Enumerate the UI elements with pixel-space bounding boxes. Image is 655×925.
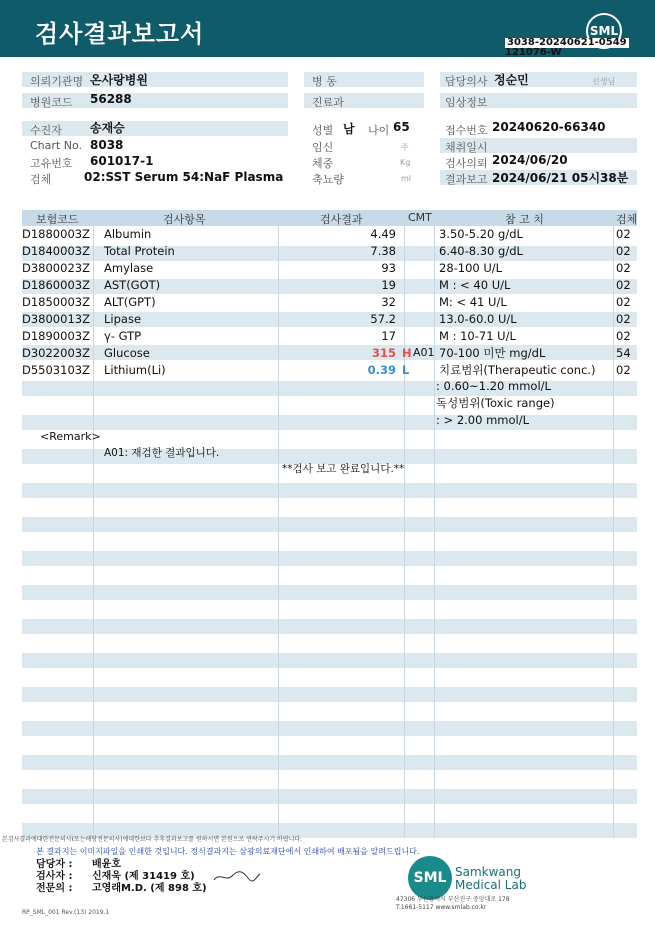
column-divider: [434, 210, 435, 838]
cell-name: Total Protein: [104, 244, 175, 258]
cell-result: 93: [381, 261, 396, 275]
cell-code: D5503103Z: [22, 363, 90, 377]
cell-spec: 02: [616, 278, 631, 292]
cell-ref: 70-100 미만 mg/dL: [439, 346, 546, 360]
company-name-1: Samkwang: [455, 865, 521, 879]
id-value: 601017-1: [90, 154, 154, 168]
weight-label: 체중: [312, 157, 334, 170]
cell-name: Glucose: [104, 346, 150, 360]
column-divider: [278, 210, 279, 838]
cell-ref: M : < 40 U/L: [439, 278, 511, 292]
signature-image: [212, 866, 262, 886]
receipt-value: 20240620-66340: [492, 120, 606, 134]
sml-logo: SML: [586, 13, 622, 49]
company-name-2: Medical Lab: [455, 878, 527, 892]
cell-name: γ- GTP: [104, 329, 142, 343]
row-stripe: [22, 619, 637, 634]
examiner-value: 신재욱 (제 31419 호): [92, 871, 195, 882]
patient-value: 송재승: [90, 121, 125, 135]
cell-code: D1860003Z: [22, 278, 90, 292]
cell-name: Albumin: [104, 227, 152, 241]
company-logo: SML: [408, 856, 452, 900]
col-header-code: 보험코드: [36, 213, 79, 226]
clinical-label: 임상정보: [445, 96, 488, 109]
row-stripe: [22, 415, 637, 430]
cell-name: Lipase: [104, 312, 142, 326]
cell-name: Lithium(Li): [104, 363, 166, 377]
ref-extra: : > 2.00 mmol/L: [436, 413, 529, 427]
ref-extra: : 0.60~1.20 mmol/L: [436, 379, 551, 393]
examiner-label: 검사자 :: [36, 871, 73, 882]
collect-label: 채취일시: [445, 141, 488, 154]
ward-label: 병 동: [312, 75, 337, 88]
request-value: 2024/06/20: [492, 153, 568, 167]
footer-note: 본 결과지는 이미지파일을 인쇄한 것입니다. 정식결과지는 삼광의료재단에서 인쇄하여 배포됨을 알려드립니다.: [36, 847, 420, 856]
cell-ref: M : 10-71 U/L: [439, 329, 516, 343]
reporter-label: 담당자 :: [36, 859, 73, 870]
reporter-value: 배윤호: [92, 859, 121, 870]
urine-unit: ml: [401, 174, 412, 183]
doctor-value: 정순민: [494, 73, 529, 87]
cell-spec: 02: [616, 312, 631, 326]
company-address: 47306 부산광역시 부산진구 중앙대로 178: [396, 896, 510, 903]
chart-label: Chart No.: [30, 139, 82, 152]
chart-value: 8038: [90, 138, 124, 152]
report-value: 2024/06/21 05시38분: [492, 171, 629, 185]
cell-code: D1890003Z: [22, 329, 90, 343]
specimen-value: 02:SST Serum 54:NaF Plasma: [84, 170, 284, 184]
cell-spec: 02: [616, 261, 631, 275]
cell-result: 4.49: [370, 227, 396, 241]
page-title: 검사결과보고서: [35, 20, 205, 48]
col-header-result: 검사결과: [320, 213, 363, 226]
report-complete: **검사 보고 완료입니다.**: [282, 463, 405, 475]
preg-label: 임신: [312, 141, 334, 154]
doctor-label: 담당의사: [445, 75, 488, 88]
cell-result: 0.39: [367, 363, 396, 377]
cell-spec: 02: [616, 244, 631, 258]
cell-result: 57.2: [370, 312, 396, 326]
weight-unit: Kg: [400, 158, 411, 167]
specialist-label: 전문의 :: [36, 883, 73, 894]
specialist-value: 고영래M.D. (제 898 호): [92, 883, 207, 894]
cell-name: Amylase: [104, 261, 154, 275]
report-label: 결과보고: [445, 173, 488, 186]
request-label: 검사의뢰: [445, 157, 488, 170]
row-stripe: [22, 517, 637, 532]
age-value: 65: [393, 120, 410, 134]
column-divider: [93, 210, 94, 838]
row-stripe: [22, 755, 637, 770]
sex-label: 성별: [312, 124, 334, 137]
cell-spec: 02: [616, 363, 631, 377]
receipt-label: 접수번호: [445, 124, 488, 137]
row-stripe: [22, 653, 637, 668]
column-divider: [404, 210, 405, 838]
cell-result: 315: [371, 346, 396, 360]
institution-value: 온사랑병원: [90, 73, 148, 87]
row-stripe: [22, 687, 637, 702]
row-stripe: [22, 721, 637, 736]
cell-spec: 02: [616, 227, 631, 241]
cell-result: 19: [381, 278, 396, 292]
cell-code: D3800023Z: [22, 261, 90, 275]
cell-spec: 02: [616, 329, 631, 343]
dept-label: 진료과: [312, 96, 344, 109]
doctor-suffix: 선생님: [592, 77, 616, 86]
sex-value: 남: [343, 122, 355, 136]
fine-print: 본검사결과에대한전문의사(또는해당전문의사)에대한보다 추후결과보고를 원하시면 본원으로 연락주시기 바랍니다.: [2, 836, 303, 843]
row-stripe: [22, 585, 637, 600]
col-header-ref: 참 고 치: [505, 213, 544, 226]
institution-label: 의뢰기관명: [30, 75, 84, 88]
cell-name: ALT(GPT): [104, 295, 156, 309]
column-divider: [613, 210, 614, 838]
cell-cmt: A01: [413, 346, 435, 359]
cell-ref: 28-100 U/L: [439, 261, 503, 275]
col-header-cmt: CMT: [408, 211, 432, 224]
row-stripe: [22, 551, 637, 566]
cell-code: D3800013Z: [22, 312, 90, 326]
cell-name: AST(GOT): [104, 278, 161, 292]
preg-unit: 주: [401, 143, 409, 152]
cell-ref: M: < 41 U/L: [439, 295, 507, 309]
cell-ref: 13.0-60.0 U/L: [439, 312, 517, 326]
patient-label: 수진자: [30, 124, 62, 137]
id-label: 고유번호: [30, 157, 73, 170]
cell-code: D1850003Z: [22, 295, 90, 309]
cell-flag: L: [402, 363, 410, 377]
cell-ref: 6.40-8.30 g/dL: [439, 244, 523, 258]
document-number-2: 121076-W: [505, 47, 562, 58]
cell-spec: 54: [616, 346, 631, 360]
cell-ref: 치료범위(Therapeutic conc.): [439, 363, 596, 377]
revision-code: RP_SML_001 Rev.(13) 2019.1: [22, 909, 110, 916]
cell-result: 7.38: [370, 244, 396, 258]
cell-code: D1840003Z: [22, 244, 90, 258]
company-phone: T.1661-5117 www.smlab.co.kr: [396, 904, 487, 911]
remark-text: A01: 재검한 결과입니다.: [104, 447, 220, 459]
row-stripe: [22, 789, 637, 804]
cell-code: D3022003Z: [22, 346, 90, 360]
remark-label: <Remark>: [40, 430, 101, 443]
hospital-code-label: 병원코드: [30, 96, 73, 109]
ref-extra: 독성범위(Toxic range): [436, 396, 555, 410]
specimen-label: 검체: [30, 173, 52, 186]
cell-result: 17: [381, 329, 396, 343]
urine-label: 축뇨량: [312, 173, 344, 186]
cell-result: 32: [381, 295, 396, 309]
col-header-item: 검사항목: [163, 213, 206, 226]
col-header-spec: 검체: [616, 213, 638, 226]
cell-code: D1880003Z: [22, 227, 90, 241]
cell-flag: H: [402, 346, 412, 360]
age-label: 나이: [368, 124, 390, 137]
document-number: 3038-20240621-0549: [507, 37, 627, 48]
hospital-code-value: 56288: [90, 92, 132, 106]
cell-spec: 02: [616, 295, 631, 309]
row-stripe: [22, 483, 637, 498]
cell-ref: 3.50-5.20 g/dL: [439, 227, 523, 241]
